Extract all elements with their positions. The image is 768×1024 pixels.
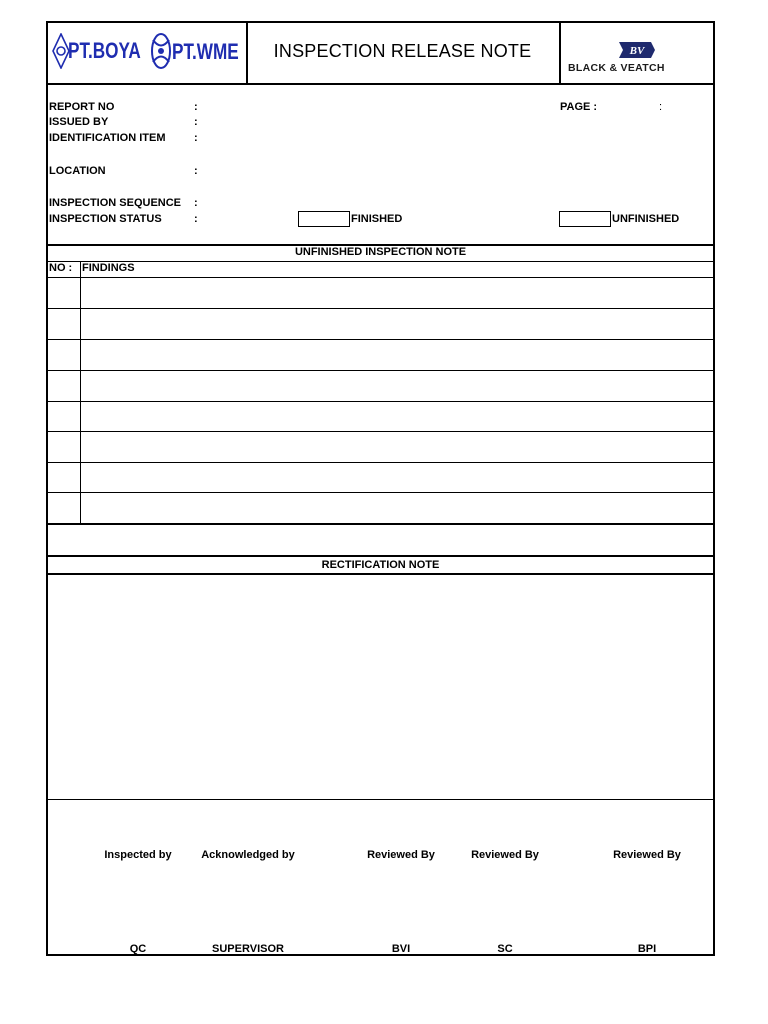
finding-row-line [48,401,713,402]
issued-by-colon: : [194,116,198,128]
pt-wme-logo-text: PT.WME [172,39,239,64]
black-veatch-logo-text: BLACK & VEATCH [568,62,665,74]
report-no-label: REPORT NO [49,101,115,113]
pt-boya-logo [52,31,148,71]
signature-role-inspected-by: Inspected by [104,849,172,861]
finding-row-line [48,431,713,432]
unfinished-inspection-note-title: UNFINISHED INSPECTION NOTE [294,246,467,258]
column-no-header: NO : [49,262,73,274]
inspection-status-label: INSPECTION STATUS [49,213,162,225]
column-header-bottom-line [48,277,713,278]
header-bottom-line [48,83,713,85]
signature-role-acknowledged-by: Acknowledged by [201,849,295,861]
signature-section-top-line [48,799,713,800]
signature-box-supervisor[interactable] [188,865,308,941]
location-label: LOCATION [49,165,106,177]
inspection-sequence-label: INSPECTION SEQUENCE [49,197,182,209]
signature-box-bpi[interactable] [597,865,697,941]
finding-row-line [48,308,713,309]
unfinished-label: UNFINISHED [612,213,680,225]
pt-boya-logo-text: PT.BOYA [68,38,141,63]
page-colon: : [659,101,663,113]
signature-title-supervisor: SUPERVISOR [212,943,284,955]
rectification-note-title: RECTIFICATION NOTE [321,559,440,571]
black-veatch-emblem-icon [617,40,657,60]
signature-title-sc: SC [497,943,513,955]
signature-box-qc[interactable] [88,865,188,941]
identification-item-label: IDENTIFICATION ITEM [49,132,166,144]
signature-title-qc: QC [129,943,147,955]
signature-role-reviewed-by-sc: Reviewed By [471,849,539,861]
signature-role-reviewed-by-bvi: Reviewed By [367,849,435,861]
report-no-colon: : [194,101,198,113]
identification-item-colon: : [194,132,198,144]
finished-checkbox[interactable] [298,211,350,227]
finding-row-line [48,492,713,493]
inspection-release-note-form [46,21,715,956]
signature-title-bvi: BVI [391,943,411,955]
inspection-status-colon: : [194,213,198,225]
findings-column-divider [80,261,81,524]
black-veatch-logo [560,31,715,75]
column-findings-header: FINDINGS [82,262,135,274]
issued-by-label: ISSUED BY [49,116,109,128]
location-colon: : [194,165,198,177]
findings-table-bottom-line [48,523,713,525]
signature-role-reviewed-by-bpi: Reviewed By [613,849,681,861]
signature-box-bvi[interactable] [351,865,451,941]
page-label: PAGE : [560,101,598,113]
signature-title-bpi: BPI [637,943,657,955]
pt-wme-emblem-icon [150,32,172,70]
form-title: INSPECTION RELEASE NOTE [273,41,532,61]
inspection-sequence-colon: : [194,197,198,209]
black-veatch-mark: BV [629,45,645,57]
finding-row-line [48,462,713,463]
rectification-section-top-line [48,555,713,557]
finding-row-line [48,339,713,340]
unfinished-title-bottom-line [48,261,713,262]
unfinished-checkbox[interactable] [559,211,611,227]
pt-wme-logo [150,31,244,71]
rectification-note-area[interactable] [48,575,713,798]
finding-row-line [48,370,713,371]
finished-label: FINISHED [351,213,403,225]
signature-box-sc[interactable] [455,865,555,941]
